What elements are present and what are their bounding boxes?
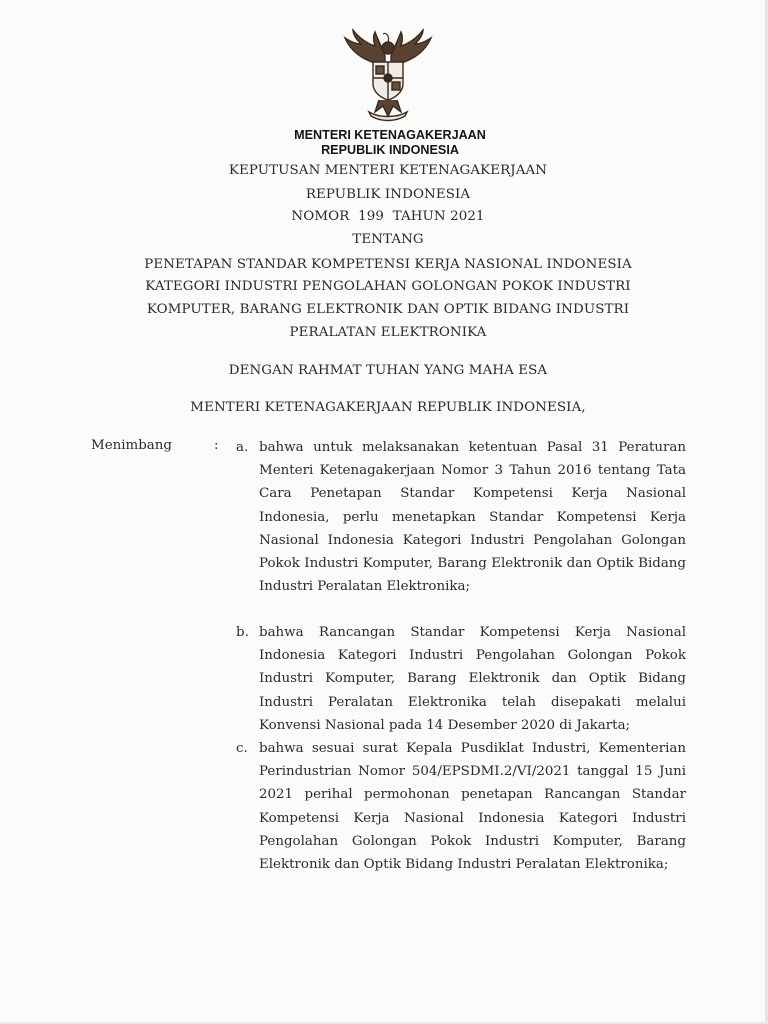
garuda-emblem-icon [339,26,437,122]
decree-subject-line4: PERALATAN ELEKTRONIKA [289,325,487,340]
decree-about: TENTANG [352,232,424,247]
item-marker: c. [236,741,248,756]
consideration-item-c [236,737,686,876]
item-marker: a. [236,440,249,455]
ministry-country: REPUBLIK INDONESIA [321,143,459,157]
blessing-line: DENGAN RAHMAT TUHAN YANG MAHA ESA [228,363,548,378]
decree-subject-line1: PENETAPAN STANDAR KOMPETENSI KERJA NASIONAL INDONESIA [144,257,632,272]
decree-title-line2: REPUBLIK INDONESIA [305,187,471,202]
decree-number: NOMOR 199 TAHUN 2021 [291,209,485,224]
item-marker: b. [236,625,249,640]
decree-title-line1: KEPUTUSAN MENTERI KETENAGAKERJAAN [228,163,548,178]
ministry-name: MENTERI KETENAGAKERJAAN [294,128,486,142]
considerations-label: Menimbang [91,438,172,453]
item-text: bahwa sesuai surat Kepala Pusdiklat Industri, Kementerian Perindustrian Nomor 504/EPSDMI.2/VI/2021 tanggal 15 Juni 2021 perihal permohonan penetapan Rancangan Standar Kompetensi Kerja Nasional Indonesia Kategori Industri Pengolahan Golongan Pokok Industri Komputer, Barang Elektronik dan Optik Bidang Industri Peralatan Elektronika; [259,741,686,873]
considerations-colon: : [214,438,219,453]
decree-subject-line3: KOMPUTER, BARANG ELEKTRONIK DAN OPTIK BIDANG INDUSTRI [146,302,630,317]
consideration-item-a [236,436,686,598]
consideration-item-b [236,621,686,737]
item-text: bahwa untuk melaksanakan ketentuan Pasal 31 Peraturan Menteri Ketenagakerjaan Nomor 3 Tahun 2016 tentang Tata Cara Penetapan Standar Kompetensi Kerja Nasional Indonesia, perlu menetapkan Standar Kompetensi Kerja Nasional Indonesia Kategori Industri Pengolahan Golongan Pokok Industri Komputer, Barang Elektronik dan Optik Bidang Industri Peralatan Elektronika; [259,440,686,595]
decree-subject-line2: KATEGORI INDUSTRI PENGOLAHAN GOLONGAN POKOK INDUSTRI [145,279,631,294]
item-text: bahwa Rancangan Standar Kompetensi Kerja Nasional Indonesia Kategori Industri Pengolahan Golongan Pokok Industri Komputer, Barang Elektronik dan Optik Bidang Industri Peralatan Elektronika telah disepakati melalui Konvensi Nasional pada 14 Desember 2020 di Jakarta; [259,625,686,733]
issuer-line: MENTERI KETENAGAKERJAAN REPUBLIK INDONESIA, [190,400,586,415]
